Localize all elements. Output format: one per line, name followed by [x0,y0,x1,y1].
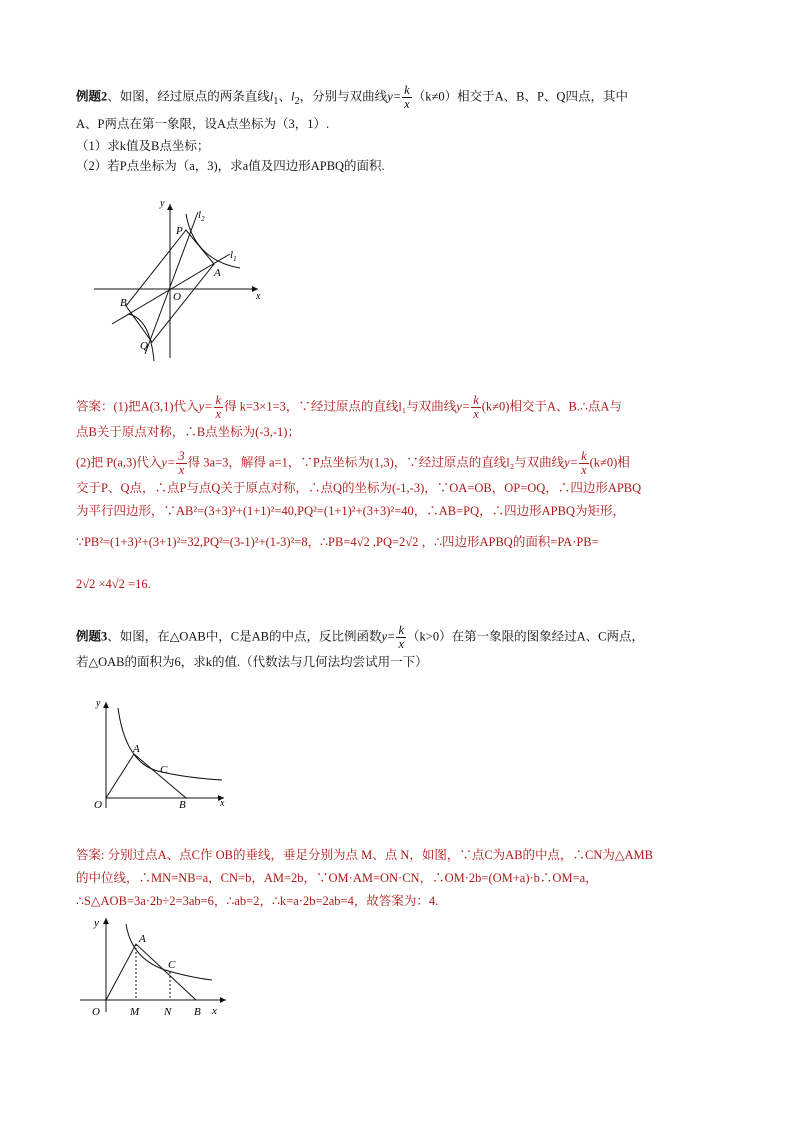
x-axis-label: x [220,798,225,809]
answer-3-line-3: ∴S△AOB=3a·2b÷2=3ab=6，∴ab=2，∴k=a·2b=2ab=4，故答案为：4. [76,894,439,908]
fraction-denominator: x [404,97,410,111]
fraction-numerator: k [404,83,410,97]
triangle-oab [106,754,186,798]
y-axis-arrow [103,918,109,924]
answer-2-line-4: 交于P、Q点，∴点P与点Q关于原点对称，∴点Q的坐标为(-1,-3)，∵OA=OB，OP=OQ，∴四边形APBQ [76,481,642,495]
fraction-k-over-x [471,394,481,421]
origin-label: O [94,799,102,811]
point-c-label: C [160,764,168,776]
line-l2-letter: l [198,209,202,221]
point-q-label: Q [140,340,148,352]
point-m-label: M [130,1006,140,1018]
figure-triangle-with-perpendiculars [76,912,236,1026]
answer-3-line-1: 答案: 分别过点A、点C作 OB的垂线，垂足分别为点 M、点 N，如图，∵点C为AB的中点，∴CN为△AMB [76,848,654,862]
answer-3-line-2: 的中位线，∴MN=NB=a，CN=b，AM=2b，∵OM·AM=ON·CN，∴OM·2b=(OM+a)·b∴OM=a， [76,871,598,885]
answer-2-line-2: 点B关于原点对称，∴B点坐标为(-3,-1)； [76,425,300,439]
point-b-label: B [194,1006,201,1018]
point-n-label: N [164,1006,172,1018]
answer-2-part-2c: (k≠0)相 [589,455,630,470]
answer-2-line-7: 2√2 ×4√2 =16. [76,577,151,591]
answer-2-part-1b: 得 k=3×1=3，∵经过原点的直线l₁与双曲线 [224,399,457,414]
fraction-denominator: x [215,407,222,421]
line-l2-label [198,209,205,223]
line-l1-label [230,249,237,263]
answer-2-line-5: 为平行四边形，∵AB²=(3+3)²+(1+1)²=40,PQ²=(1+1)²+(3+3)²=40，∴AB=PQ，∴四边形APBQ为矩形， [76,504,625,518]
y-axis-label: y [94,917,99,929]
point-b-label: B [179,799,186,811]
example-2-line-1 [76,84,726,113]
example-2-question-2: （2）若P点坐标为（a，3)，求a值及四边形APBQ的面积. [76,158,385,173]
y-equals: y= [381,629,396,644]
origin-label: O [92,1006,100,1018]
example-3-text-1: 、如图，在△OAB中，C是AB的中点，反比例函数 [107,629,382,644]
example-2-line-2: A、P两点在第一象限，设A点坐标为（3，1）. [76,116,330,131]
figure-hyperbola-two-lines [90,196,270,366]
l1-subscript: 1 [273,95,279,107]
example-3-line-1 [76,624,726,651]
l1-symbol: l [269,89,274,104]
fraction-k-over-x [214,394,224,421]
y-equals: y= [564,455,579,470]
example-2-text-1: 、如图，经过原点的两条直线 [107,89,270,104]
example-2-problem [76,84,726,176]
y-axis-arrow [167,204,173,210]
example-2-text-3: 相交于A、B、P、Q四点，其中 [457,89,628,104]
point-b-label: B [120,297,127,309]
answer-2-part-2b: 得 3a=3，解得 a=1，∵P点坐标为(1,3)，∵经过原点的直线l₂与双曲线 [187,455,565,470]
y-axis-label: y [96,698,101,709]
fraction-denominator: x [473,407,479,421]
y-equals: y= [456,399,471,414]
answer-2-part-1a: 答案：(1)把A(3,1)代入 [76,399,199,414]
answer-2-part-1c: (k≠0)相交于A、B.∴点A与 [481,399,622,414]
x-axis-label: x [212,1005,217,1017]
hyperbola-branch-2 [128,314,154,361]
point-c-label: C [168,959,176,971]
fraction-denominator: x [581,463,587,477]
fraction-k-over-x [402,84,412,111]
figure-triangle-oab [88,696,238,816]
fraction-numerator: 3 [178,449,185,463]
line-l2-subscript: 2 [201,215,205,223]
example-2-answer [76,394,726,596]
k-condition: （k≠0） [412,89,458,104]
x-axis-arrow [220,997,226,1003]
fraction-denominator: x [398,637,405,651]
point-a-label: A [133,743,140,755]
point-a-label: A [214,267,221,279]
x-axis-label: x [256,291,261,302]
triangle-oab [106,944,196,1000]
point-a-label: A [139,933,146,945]
point-p-label: P [176,225,183,237]
fraction-numerator: k [473,393,479,407]
example-2-question-1: （1）求k值及B点坐标； [76,138,210,153]
answer-2-line-3 [76,450,726,477]
origin-label: O [173,291,181,303]
y-equals: y= [387,89,402,104]
y-equals: y= [161,455,176,470]
y-equals: y= [198,399,213,414]
y-axis-label: y [160,198,165,209]
example-2-text-2: ，分别与双曲线 [299,89,388,104]
answer-2-line-1 [76,394,726,421]
fraction-numerator: k [398,623,405,637]
example-3-text-2: （k>0）在第一象限的图象经过A、C两点， [407,629,644,644]
fraction-numerator: k [581,449,587,463]
separator: 、 [278,89,291,104]
fraction-numerator: k [215,393,222,407]
example-3-answer [76,844,726,913]
fraction-denominator: x [178,463,185,477]
l2-symbol: l [290,89,295,104]
example-3-label: 例题3 [76,629,108,644]
line-l1-letter: l [230,249,234,261]
y-axis-arrow [103,702,109,708]
l2-subscript: 2 [294,95,300,107]
fraction-k-over-x [396,624,406,651]
fraction-k-over-x [579,450,589,477]
line-l1-subscript: 1 [233,255,237,263]
answer-2-line-6: ∵PB²=(1+3)²+(3+1)²=32,PQ²=(3-1)²+(1-3)²=8，∴PB=4√2 ,PQ=2√2 ，∴四边形APBQ的面积=PA·PB= [76,535,599,549]
example-3-line-2: 若△OAB的面积为6，求k的值.（代数法与几何法均尝试用一下） [76,655,428,669]
line-l2 [145,212,198,354]
example-3-problem [76,624,726,674]
answer-2-part-2a: (2)把 P(a,3)代入 [76,455,162,470]
fraction-3-over-x [176,450,186,477]
example-2-label: 例题2 [76,89,108,104]
